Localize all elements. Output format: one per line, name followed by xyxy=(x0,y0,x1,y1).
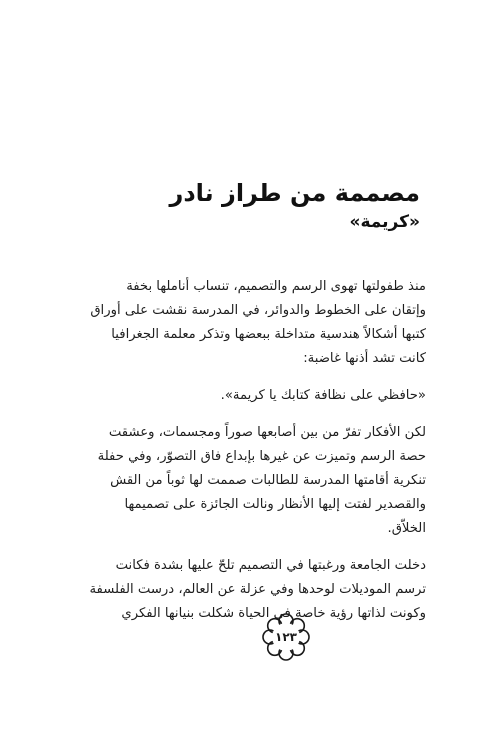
paragraph-gap xyxy=(54,408,426,421)
paragraph-gap xyxy=(54,541,426,554)
paragraph-gap xyxy=(54,371,426,384)
chapter-body xyxy=(54,275,426,626)
text-line: الخلاّق. xyxy=(387,521,426,536)
paragraph-1 xyxy=(54,275,426,371)
chapter-subtitle: «كريمة» xyxy=(349,212,420,232)
text-line: والقصدير لفتت إليها الأنظار ونالت الجائزة على تصميمها xyxy=(124,497,426,512)
text-line: ترسم الموديلات لوحدها وفي عزلة عن العالم، درست الفلسفة xyxy=(89,582,426,597)
page-number: ١٢٣ xyxy=(275,630,297,644)
page-number-ornament xyxy=(261,612,311,662)
chapter-title: مصممة من طراز نادر xyxy=(169,179,420,207)
paragraph-3 xyxy=(54,554,426,626)
text-line: لكن الأفكار تفرّ من بين أصابعها صوراً ومجسمات، وعشقت xyxy=(108,425,426,440)
paragraph-2 xyxy=(54,421,426,541)
text-line: منذ طفولتها تهوى الرسم والتصميم، تنساب أناملها بخفة xyxy=(126,279,426,294)
text-line: تنكرية أقامتها المدرسة للطالبات صممت لها ثوباً من القش xyxy=(110,473,426,488)
quote-text: «حافظي على نظافة كتابك يا كريمة». xyxy=(220,388,426,403)
text-line: وكونت لذاتها رؤية خاصة في الحياة شكلت بنيانها الفكري xyxy=(121,606,426,621)
text-line: دخلت الجامعة ورغبتها في التصميم تلحّ عليها بشدة فكانت xyxy=(115,558,426,573)
text-line: كتبها أشكالاً هندسية متداخلة ببعضها وتذكر معلمة الجغرافيا xyxy=(111,327,426,342)
quote-paragraph xyxy=(54,384,426,408)
text-line: حصة الرسم وتميزت عن غيرها بإبداع فاق التصوّر، وفي حفلة xyxy=(97,449,426,464)
text-line: وإتقان على الخطوط والدوائر، في المدرسة نقشت على أوراق xyxy=(90,303,426,318)
text-line: كانت تشد أذنها غاضبة: xyxy=(303,351,426,366)
